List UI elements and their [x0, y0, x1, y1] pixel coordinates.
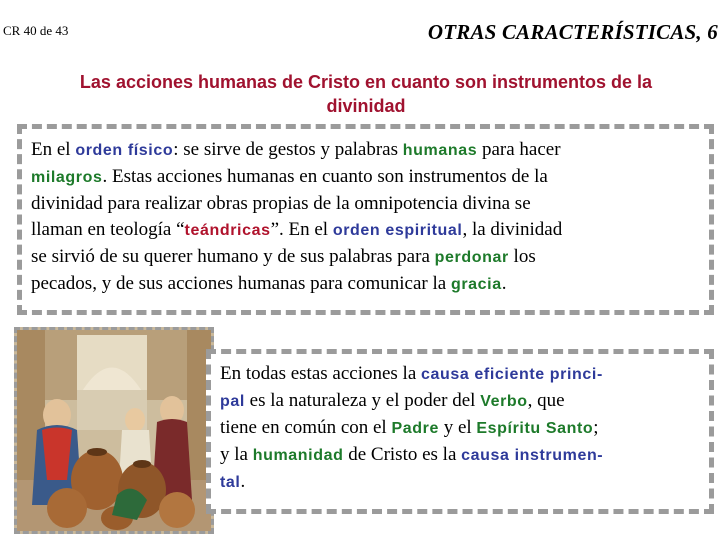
text-segment: . [501, 273, 507, 294]
keyword-causa-eficiente-cont: pal [220, 393, 245, 410]
bottom-line-3 [220, 415, 705, 442]
text-segment: En todas estas acciones la [220, 363, 422, 384]
text-segment: En el [31, 139, 76, 160]
subtitle-line-1: Las acciones humanas de Cristo en cuanto son instrumentos de la [79, 72, 653, 92]
text-segment: tiene en común con el [220, 417, 392, 438]
text-segment: de Cristo es la [343, 444, 462, 465]
text-segment: y el [438, 417, 477, 438]
text-segment: : se sirve de gestos y palabras [173, 139, 403, 160]
painting-illustration [17, 330, 211, 531]
text-segment: ; [593, 417, 599, 438]
bottom-line-1 [220, 361, 705, 388]
subtitle [18, 70, 714, 118]
top-line-3 [31, 191, 703, 217]
text-segment: los [508, 246, 536, 267]
slide-counter: CR 40 de 43 [3, 23, 69, 38]
top-line-5 [31, 244, 703, 271]
keyword-orden-espiritual: orden espiritual [332, 222, 463, 239]
keyword-causa-instrumental: causa instrumen- [461, 447, 604, 464]
bottom-paragraph [220, 361, 705, 496]
painting-image [14, 327, 214, 534]
top-line-2 [31, 164, 703, 191]
text-segment: , que [527, 390, 565, 411]
keyword-humanidad: humanidad [252, 447, 344, 464]
bottom-text-box [206, 349, 714, 514]
text-segment: es la naturaleza y el poder del [244, 390, 481, 411]
text-segment: ”. En el [270, 219, 333, 240]
keyword-padre: Padre [391, 420, 439, 437]
text-segment: se sirvió de su querer humano y de sus palabras para [31, 246, 435, 267]
top-text-box [17, 124, 714, 315]
subtitle-line-2: divinidad [326, 96, 406, 116]
top-paragraph [31, 137, 703, 298]
keyword-orden-fisico: orden físico [75, 142, 174, 159]
text-segment: . Estas acciones humanas en cuanto son instrumentos de la [102, 166, 548, 187]
keyword-causa-instrumental-cont: tal [220, 474, 241, 491]
text-segment: , la divinidad [462, 219, 563, 240]
keyword-perdonar: perdonar [434, 249, 509, 266]
keyword-gracia: gracia [450, 276, 502, 293]
bottom-line-2 [220, 388, 705, 415]
top-line-6 [31, 271, 703, 298]
top-line-4 [31, 217, 703, 244]
bottom-line-5 [220, 469, 705, 496]
keyword-milagros: milagros [31, 169, 103, 186]
keyword-causa-eficiente: causa eficiente princi- [421, 366, 603, 383]
keyword-verbo: Verbo [480, 393, 528, 410]
text-segment: y la [220, 444, 253, 465]
text-segment: para hacer [477, 139, 561, 160]
keyword-espiritu-santo: Espíritu Santo [476, 420, 594, 437]
text-segment: llaman en teología “ [31, 219, 185, 240]
slide-title: OTRAS CARACTERÍSTICAS, 6 [427, 20, 718, 44]
bottom-line-4 [220, 442, 705, 469]
text-segment: pecados, y de sus acciones humanas para comunicar la [31, 273, 451, 294]
keyword-teandricas: teándricas [184, 222, 271, 239]
top-line-1 [31, 137, 703, 164]
text-segment: . [240, 471, 246, 492]
text-segment: divinidad para realizar obras propias de la omnipotencia divina se [31, 193, 531, 214]
keyword-humanas: humanas [402, 142, 478, 159]
